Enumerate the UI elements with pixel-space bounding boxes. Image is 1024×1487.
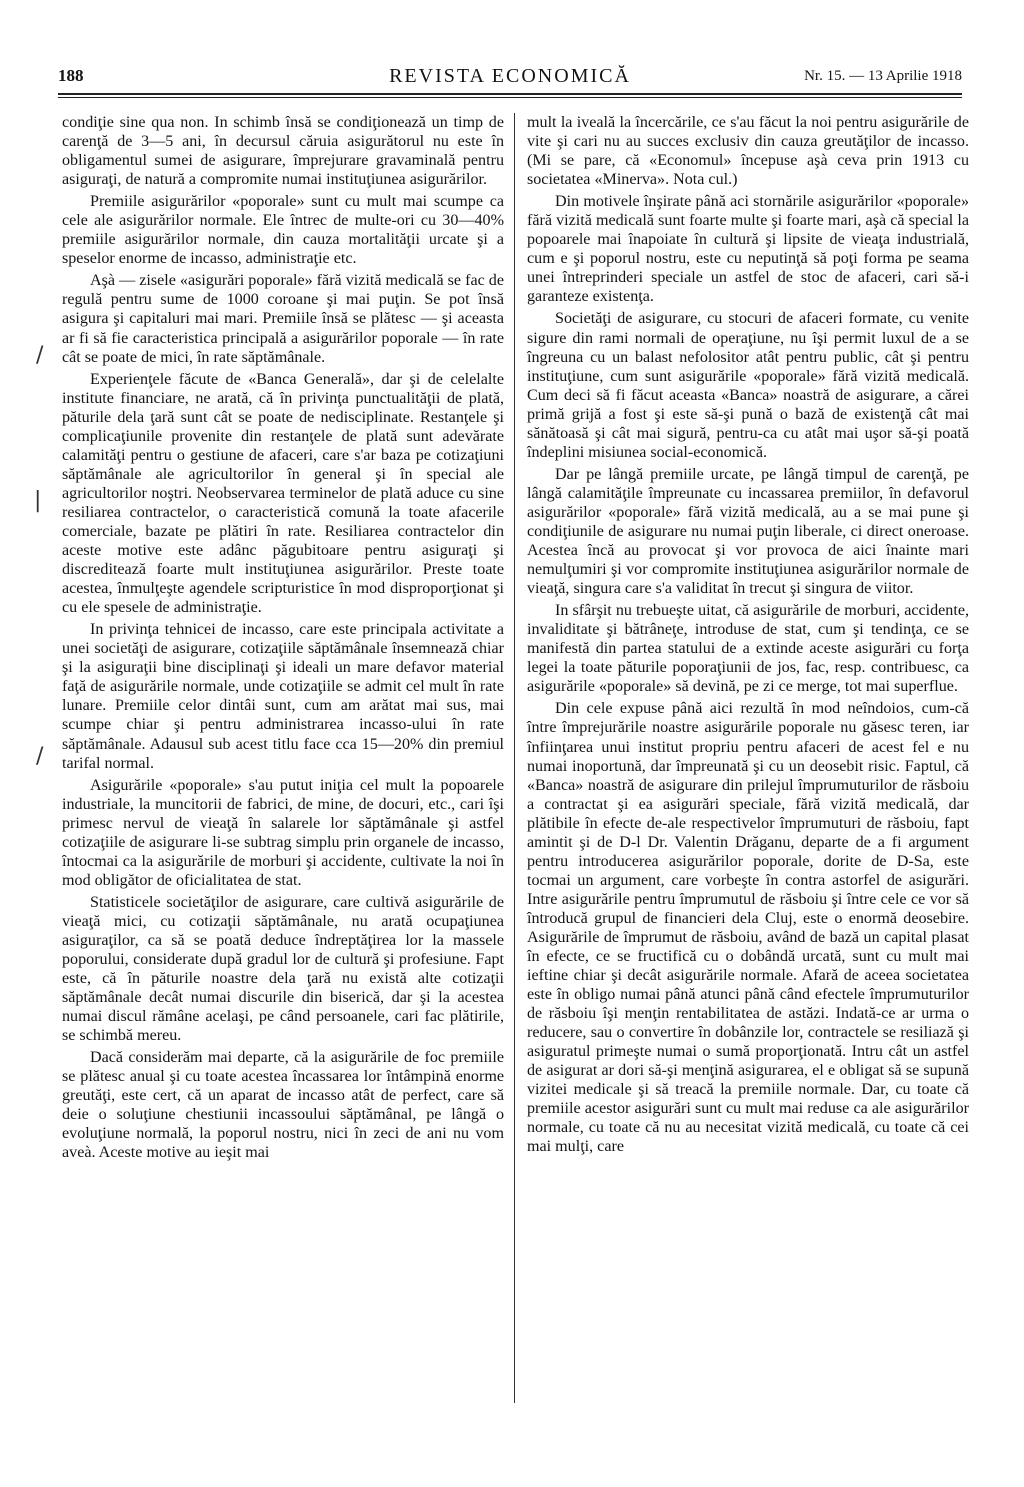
right-column — [527, 113, 969, 1160]
paragraph: Asigurările «poporale» s'au putut iniţia cel mult la popoarele industriale, la muncitorii de fabrici, de mine, de docuri, etc., cari îşi primesc nervul de vieaţă în salarele lor săptămânale şi astfel cotizaţiile de asigurare li-se subtrag simplu prin organele de incasso, întocmai ca la asigurările de morburi şi accidente, cultivate la noi în mod obligător de oficialitatea de stat. — [62, 776, 504, 889]
paragraph: In privinţa tehnicei de incasso, care este principala activitate a unei societăţi de asigurare, cotizaţiile săptămânale însemnează chiar şi la asiguraţii bine disciplinaţi şi ideali un mare defavor material faţă de asigurările normale, unde cotizaţiile se admit cel mult în rate lunare. Premiile celor dintâi sunt, cum am arătat mai sus, mai scumpe chiar şi pentru administrarea incasso-ului în rate săptămânale. Adausul sub acest titlu face cca 15—20% din premiul tarifal normal. — [62, 621, 504, 772]
paragraph: Din cele expuse până aici rezultă în mod neîndoios, cum-că între împrejurările noastre asigurările poporale nu găsesc teren, iar înfiinţarea unui institut propriu pentru afaceri de acest fel e nu numai inoportună, dar împreunată şi cu un deosebit risic. Faptul, că «Banca» noastră de asigurare din prilejul împrumuturilor de răsboiu a contractat şi ea asigurări speciale, fără vizită medicală, dar plătibile în efecte de-ale respectivelor împrumuturi de răsboiu, fapt amintit şi de D-l Dr. Valentin Drăganu, departe de a fi argument pentru introducerea asigurărilor poporale, dorite de D-Sa, este tocmai un argument, care vorbeşte în contra astorfel de asigurări. Intre asigurările pentru împrumutul de răsboiu şi între cele ce vor să întroducă grupul de financieri dela Cluj, este o enormă deosebire. Asigurările de împrumut de răsboiu, având de bază un capital plasat în efecte, ce se fructifică cu o dobândă urcată, sunt cu mult mai ieftine chiar şi decât asigurările normale. Afară de aceea societatea este în obligo numai până atunci până când efectele împrumuturilor de răsboiu îşi menţin rentabilitatea de astăzi. Indată-ce ar urma o reducere, sau o convertire în dobânzile lor, contractele se resiliază şi asiguratul primeşte numai o sumă proporţionată. Intru cât un astfel de asigurat ar dori să-şi menţină asigurarea, el e obligat să se supună vizitei medicale şi să treacă la premiile normale. Dar, cu toate că premiile acestor asigurări sunt cu mult mai reduse ca ale asigurărilor normale, cu toate că nu au necesitat vizită medicală, cu toate că cei mai mulţi, care — [527, 700, 969, 1156]
header-rule — [58, 93, 962, 95]
margin-mark: / — [36, 744, 44, 769]
margin-mark: / — [36, 343, 44, 368]
paragraph: Societăţi de asigurare, cu stocuri de afaceri formate, cu venite sigure din rami normali de operaţiune, nu îşi permit luxul de a se îngreuna cu un balast nefolositor atât pentru public, cât şi pentru instituţiune, cum sunt asigurările «poporale» fără vizită medicală. Cum deci să fi făcut aceasta «Banca» noastră de asigurare, a cărei primă grijă a fost şi este să-şi pună o bază de existenţă cât mai sănătoasă şi cât mai sigură, pentru-ca cu atât mai uşor să-şi poată îndeplini misiunea social-economică. — [527, 310, 969, 461]
paragraph: Dacă considerăm mai departe, că la asigurările de foc premiile se plătesc anual şi cu toate acestea încassarea lor întâmpină enorme greutăţi, este cert, că un aparat de incasso atât de perfect, care să deie o soluţiune chestiunii incassoului săptămânal, pe lângă o evoluţiune normală, la poporul nostru, nici în zeci de ani nu vom aveà. Aceste motive au ieşit mai — [62, 1049, 504, 1162]
paragraph: Experienţele făcute de «Banca Generală», dar şi de celelalte institute financiare, ne arată, că în privinţa punctualităţii de plată, păturile dela ţară sunt cât se poate de nedisciplinate. Restanţele şi complicaţiunile provenite din restanţele de plată sunt adevărate calamităţi pentru o gestiune de afaceri, care s'ar baza pe cotizaţiuni săptămânale ale agricultorilor în general şi în special ale agricultorilor noştri. Neobservarea terminelor de plată aduce cu sine resiliarea contractelor, o caracteristică comună la toate afacerile comerciale, bazate pe plătiri în rate. Resiliarea contractelor din aceste motive este adânc păgubitoare pentru asiguraţi şi discreditează foarte mult instituţiunea asigurărilor. Preste toate acestea, înmulţeşte agendele scripturistice în mod disproporţionat şi cu ele spesele de administraţie. — [62, 370, 504, 617]
paragraph: Statisticele societăţilor de asigurare, care cultivă asigurările de vieaţă mici, cu cotizaţii săptămânale, nu arată ocupaţiunea asiguraţilor, ca să se poată deduce îndreptăţirea lor la massele poporului, considerate după gradul lor de cultură şi profesiune. Fapt este, că în păturile noastre dela ţară nu există alte cotizaţii săptămânale decât numai discurile din biserică, dar şi la acestea numai discul rămâne acelaşi, pe când persoanele, cari fac plătirile, se schimbă mereu. — [62, 893, 504, 1045]
paragraph: Din motivele înşirate până aci stornările asigurărilor «poporale» fără vizită medicală sunt foarte multe şi foarte mari, aşà că special la popoarele mai înapoiate în cultură şi lipsite de vieaţa industrială, cum e şi poporul nostru, este cu neputinţă să poţi forma pe seama unei întreprinderi speciale un astfel de stoc de afaceri, cari să-i garanteze existenţa. — [527, 193, 969, 306]
paragraph: Dar pe lângă premiile urcate, pe lângă timpul de carenţă, pe lângă calamităţile împreunate cu incassarea premiilor, în defavorul asigurărilor «poporale» fără vizită medicală, au a se mai pune şi condiţiunile de asigurare nu numai puţin liberale, ci direct oneroase. Acestea încă au provocat şi vor provoca de aici înainte mari nemulţumiri şi vor compromite instituţiunea asigurărilor normale de vieaţă, singura care s'a validitat în trecut şi singura de viitor. — [527, 465, 969, 598]
journal-title: REVISTA ECONOMICĂ — [389, 65, 631, 87]
paragraph: Premiile asigurărilor «poporale» sunt cu mult mai scumpe ca cele ale asigurărilor normale. Ele întrec de multe-ori cu 30—40% premiile asigurărilor normale, din cauza mortalităţii urcate şi a speselor enorme de incasso, administraţie etc. — [62, 193, 504, 268]
left-column — [62, 113, 504, 1166]
margin-mark: | — [34, 488, 42, 513]
paragraph: Aşà — zisele «asigurări poporale» fără vizită medicală se fac de regulă pentru sume de 1000 coroane şi mai puţin. Se pot însă asigura şi capitaluri mai mari. Premiile însă se plătesc — şi aceasta ar fi să fie caracteristica principală a asigurărilor poporale — în rate cât se poate de mici, în rate săptămânale. — [62, 272, 504, 366]
paragraph: mult la iveală la încercările, ce s'au făcut la noi pentru asigurările de vite şi cari nu au succes exclusiv din cauza greutăţilor de incasso. (Mi se pare, că «Economul» începuse aşà ceva prin 1913 cu societatea «Minerva». Nota cul.) — [527, 114, 969, 189]
paragraph: condiţie sine qua non. In schimb însă se condiţionează un timp de carenţă de 3—5 ani, în decursul căruia asigurătorul nu este în obligamentul sumei de asigurare, împrejurare gravaminală pentru asiguraţi, de natură a compromite numai instituţiunea asigurărilor. — [62, 114, 504, 189]
header-rule-thin — [58, 97, 962, 98]
paragraph: In sfârşit nu trebueşte uitat, că asigurările de morburi, accidente, invaliditate şi bătrâneţe, introduse de stat, cum şi tendinţa, ce se manifestă din partea statului de a extinde aceste asigurări cu forţa legei la toate păturile poporaţiunii de jos, fac, resp. contribuesc, ca asigurările «poporale» să devină, pe zi ce merge, tot mai superflue. — [527, 602, 969, 696]
column-divider — [514, 113, 515, 1403]
page-number: 188 — [58, 66, 84, 85]
page-header — [58, 66, 962, 92]
issue-date: Nr. 15. — 13 Aprilie 1918 — [804, 68, 962, 84]
